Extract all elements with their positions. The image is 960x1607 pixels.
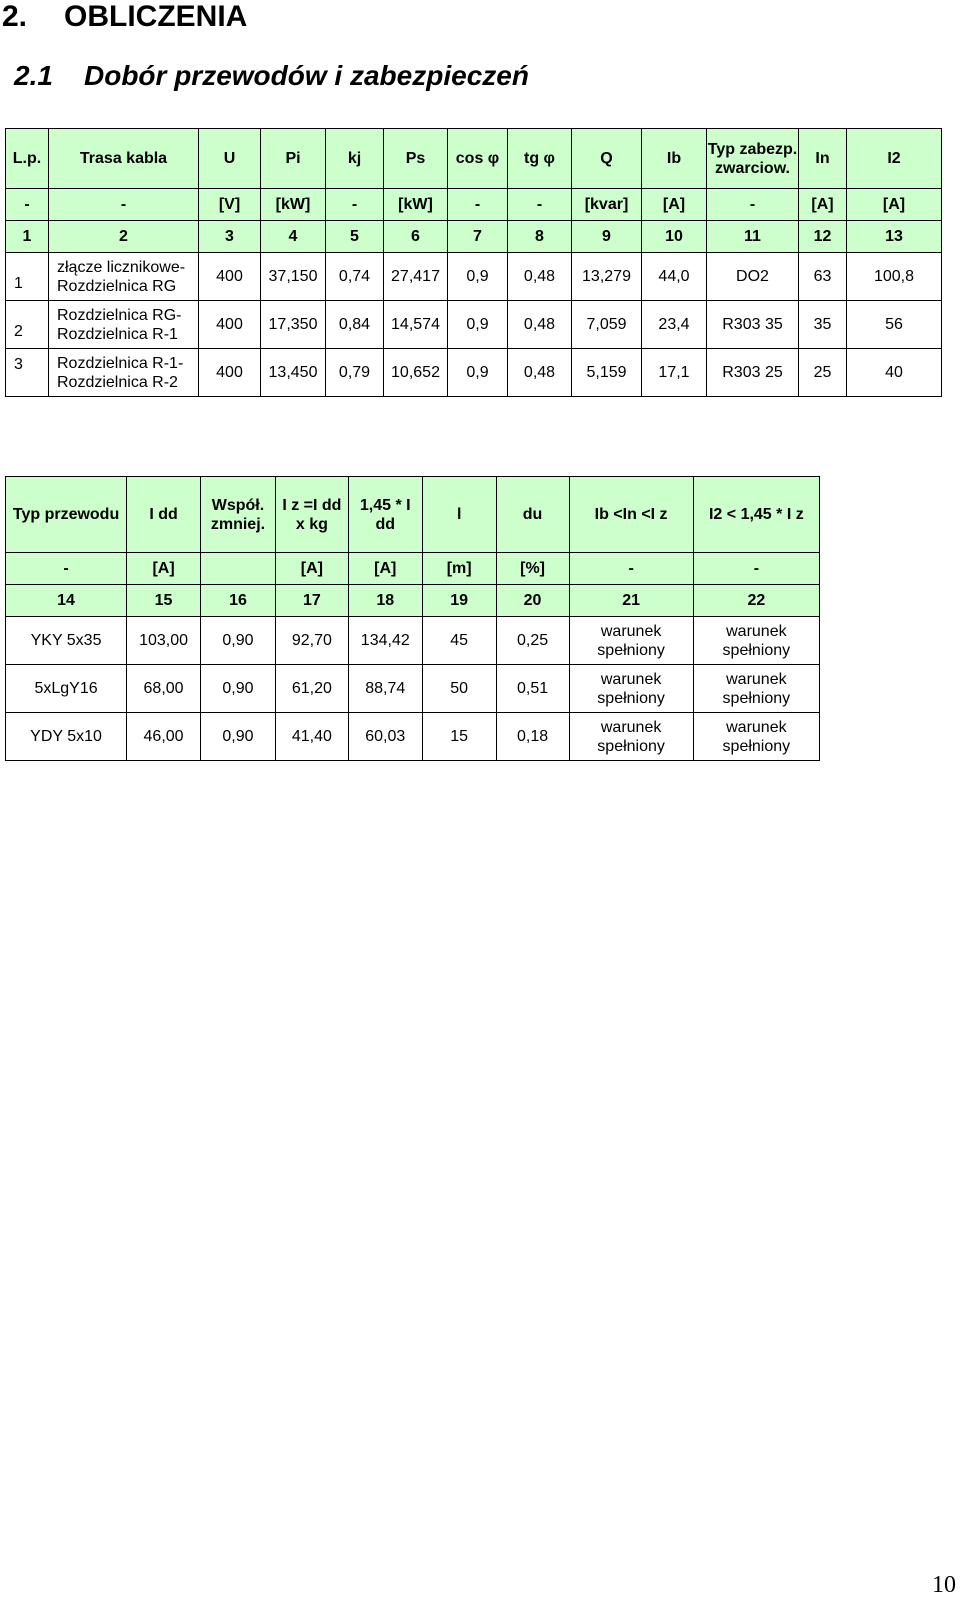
table1-column-number: 4 [261,221,326,253]
table1-column-number: 8 [508,221,572,253]
table1-column-number: 11 [707,221,799,253]
table2-unit-cell: - [693,553,819,585]
nominal-current: 63 [799,253,847,301]
table2-header-cell: 1,45 * I dd [348,477,422,553]
table1-unit-cell: [kvar] [572,189,642,221]
section-title: OBLICZENIA [64,0,248,33]
nominal-current: 25 [799,349,847,397]
table2-unit-cell: [A] [275,553,348,585]
subsection-heading [14,60,529,92]
table1-unit-cell: - [448,189,508,221]
tg-phi: 0,48 [508,349,572,397]
cos-phi: 0,9 [448,253,508,301]
table2-header-cell: Współ. zmniej. [201,477,276,553]
table2-header-cell: du [496,477,569,553]
cable-route: Rozdzielnica RG-Rozdzielnica R-1 [49,301,199,349]
table1-header-cell: L.p. [6,129,49,189]
table1-column-number: 10 [642,221,707,253]
condition-1-status: warunek spełniony [569,713,693,761]
table-row [6,665,820,713]
subsection-number: 2.1 [14,60,53,91]
table1-header-cell: Typ zabezp. zwarciow. [707,129,799,189]
calculated-power: 10,652 [384,349,448,397]
corrected-current: 41,40 [275,713,348,761]
table2-number-row [6,585,820,617]
demand-factor: 0,79 [326,349,384,397]
table1-unit-cell: [A] [847,189,942,221]
cable-type: 5xLgY16 [6,665,127,713]
table2-unit-cell: [A] [348,553,422,585]
table2-header-row [6,477,820,553]
table1-header-cell: Ib [642,129,707,189]
corrected-current: 61,20 [275,665,348,713]
table1-unit-cell: [A] [799,189,847,221]
table-row [6,617,820,665]
calculated-power: 27,417 [384,253,448,301]
table1-unit-cell: - [326,189,384,221]
table1-header-cell: Trasa kabla [49,129,199,189]
table1-header-cell: cos φ [448,129,508,189]
cable-length: 50 [422,665,496,713]
table1-column-number: 12 [799,221,847,253]
table2-column-number: 17 [275,585,348,617]
installed-power: 37,150 [261,253,326,301]
table1-unit-cell: - [6,189,49,221]
table1-header-cell: I2 [847,129,942,189]
table-row [6,301,942,349]
tripping-current: 56 [847,301,942,349]
section-heading [2,0,247,34]
row-number: 1 [6,253,49,301]
table1-unit-cell: - [707,189,799,221]
reactive-power: 13,279 [572,253,642,301]
demand-factor: 0,84 [326,301,384,349]
table1-header-cell: kj [326,129,384,189]
cable-calculation-table [5,128,942,397]
table1-column-number: 3 [199,221,261,253]
voltage: 400 [199,253,261,301]
protection-type: DO2 [707,253,799,301]
table1-header-cell: tg φ [508,129,572,189]
cable-type: YKY 5x35 [6,617,127,665]
table1-unit-cell: [A] [642,189,707,221]
table-row [6,253,942,301]
cable-route: złącze licznikowe-Rozdzielnica RG [49,253,199,301]
cable-route: Rozdzielnica R-1-Rozdzielnica R-2 [49,349,199,397]
tg-phi: 0,48 [508,301,572,349]
voltage-drop: 0,18 [496,713,569,761]
table2-header-cell: I dd [127,477,201,553]
cable-check-table [5,476,820,761]
table2-header-cell: Ib <In <I z [569,477,693,553]
table2-column-number: 19 [422,585,496,617]
table2-unit-cell: - [6,553,127,585]
table2-column-number: 15 [127,585,201,617]
table2-column-number: 14 [6,585,127,617]
table2-units-row [6,553,820,585]
condition-2-status: warunek spełniony [693,617,819,665]
cos-phi: 0,9 [448,301,508,349]
table1-column-number: 1 [6,221,49,253]
row-number: 2 [6,301,49,349]
limit-current: 60,03 [348,713,422,761]
table2-column-number: 18 [348,585,422,617]
condition-2-status: warunek spełniony [693,665,819,713]
table1-header-row [6,129,942,189]
table1-unit-cell: [kW] [261,189,326,221]
table2-header-cell: I z =I dd x kg [275,477,348,553]
table2-column-number: 20 [496,585,569,617]
table-row [6,349,942,397]
table2-header-cell: Typ przewodu [6,477,127,553]
cable-length: 15 [422,713,496,761]
limit-current: 88,74 [348,665,422,713]
reduction-factor: 0,90 [201,617,276,665]
table1-unit-cell: - [508,189,572,221]
table-row [6,713,820,761]
table2-column-number: 22 [693,585,819,617]
permissible-current: 46,00 [127,713,201,761]
condition-1-status: warunek spełniony [569,617,693,665]
table2-unit-cell: - [569,553,693,585]
table1-header-cell: In [799,129,847,189]
table1-unit-cell: [kW] [384,189,448,221]
protection-type: R303 25 [707,349,799,397]
table1-header-cell: Pi [261,129,326,189]
table1-unit-cell: - [49,189,199,221]
reduction-factor: 0,90 [201,665,276,713]
table2-unit-cell: [%] [496,553,569,585]
table1-column-number: 6 [384,221,448,253]
table2-unit-cell [201,553,276,585]
voltage: 400 [199,349,261,397]
tg-phi: 0,48 [508,253,572,301]
subsection-title: Dobór przewodów i zabezpieczeń [84,60,529,91]
cable-length: 45 [422,617,496,665]
tripping-current: 40 [847,349,942,397]
table1-column-number: 13 [847,221,942,253]
section-number: 2. [2,0,28,33]
reactive-power: 7,059 [572,301,642,349]
permissible-current: 103,00 [127,617,201,665]
table1-header-cell: U [199,129,261,189]
table2-header-cell: l [422,477,496,553]
protection-type: R303 35 [707,301,799,349]
table2-column-number: 16 [201,585,276,617]
condition-1-status: warunek spełniony [569,665,693,713]
tripping-current: 100,8 [847,253,942,301]
table1-column-number: 9 [572,221,642,253]
row-number: 3 [6,349,49,397]
table1-unit-cell: [V] [199,189,261,221]
permissible-current: 68,00 [127,665,201,713]
corrected-current: 92,70 [275,617,348,665]
table1-header-cell: Ps [384,129,448,189]
installed-power: 17,350 [261,301,326,349]
demand-factor: 0,74 [326,253,384,301]
table2-header-cell: I2 < 1,45 * I z [693,477,819,553]
load-current: 17,1 [642,349,707,397]
table1-number-row [6,221,942,253]
table1-column-number: 7 [448,221,508,253]
page-number: 10 [932,1572,956,1598]
table2-unit-cell: [A] [127,553,201,585]
calculated-power: 14,574 [384,301,448,349]
cable-type: YDY 5x10 [6,713,127,761]
reactive-power: 5,159 [572,349,642,397]
condition-2-status: warunek spełniony [693,713,819,761]
table1-column-number: 2 [49,221,199,253]
voltage: 400 [199,301,261,349]
table2-unit-cell: [m] [422,553,496,585]
limit-current: 134,42 [348,617,422,665]
load-current: 44,0 [642,253,707,301]
nominal-current: 35 [799,301,847,349]
load-current: 23,4 [642,301,707,349]
voltage-drop: 0,51 [496,665,569,713]
table1-header-cell: Q [572,129,642,189]
cos-phi: 0,9 [448,349,508,397]
table1-column-number: 5 [326,221,384,253]
table1-units-row [6,189,942,221]
installed-power: 13,450 [261,349,326,397]
table2-column-number: 21 [569,585,693,617]
voltage-drop: 0,25 [496,617,569,665]
reduction-factor: 0,90 [201,713,276,761]
